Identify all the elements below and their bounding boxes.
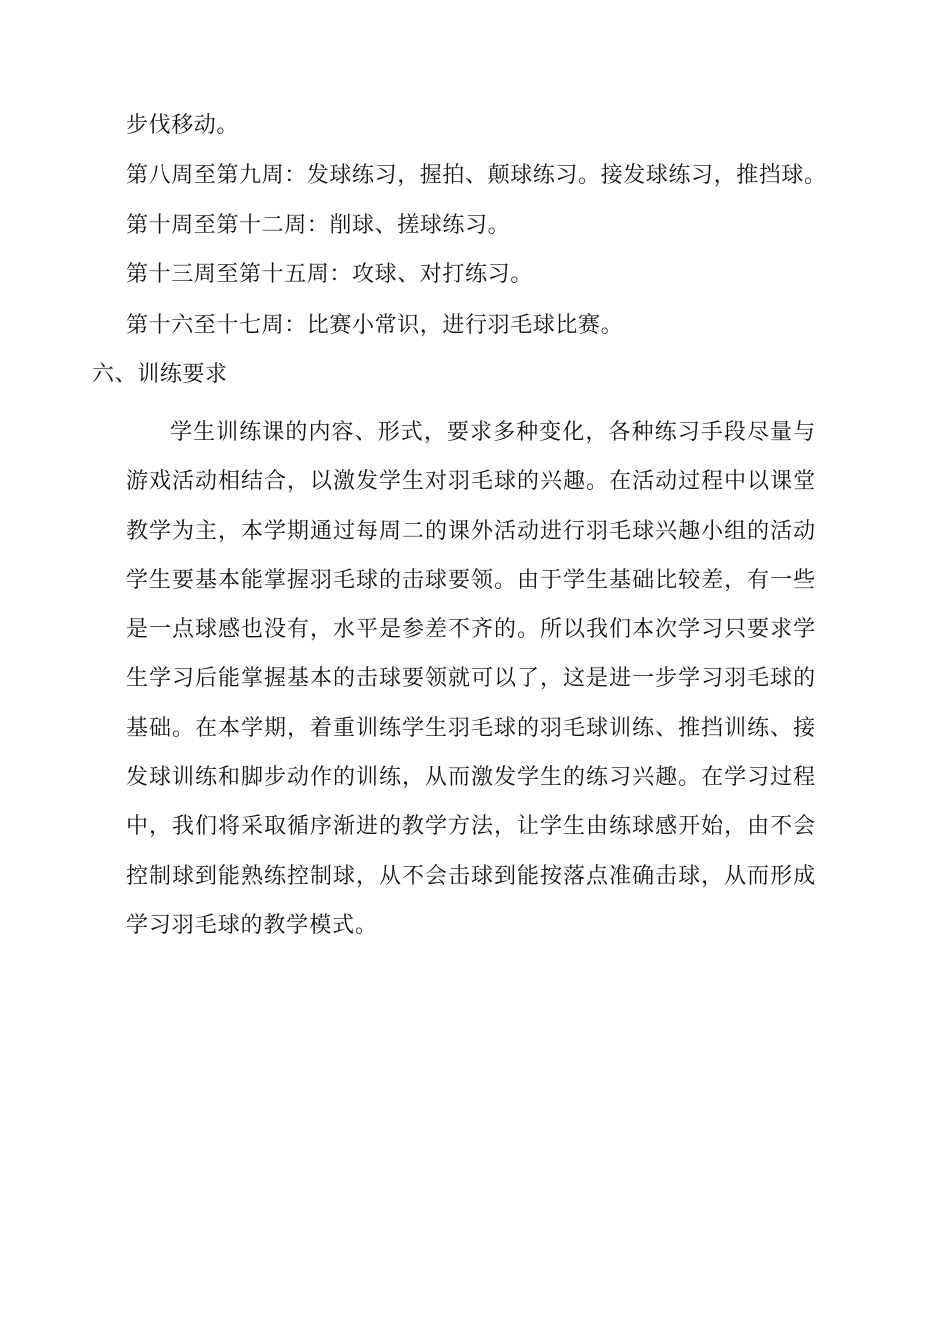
schedule-line-week-8-9: 第八周至第九周：发球练习，握拍、颠球练习。接发球练习，推挡球。	[126, 163, 827, 188]
schedule-line-continuation: 步伐移动。	[126, 113, 240, 138]
section-body-paragraph: 学生训练课的内容、形式，要求多种变化，各种练习手段尽量与游戏活动相结合，以激发学生对羽毛球的兴趣。在活动过程中以课堂教学为主，本学期通过每周二的课外活动进行羽毛球兴趣小组的活动学生要基本能掌握羽毛球的击球要领。由于学生基础比较差，有一些是一点球感也没有，水平是参差不齐的。所以我们本次学习只要求学生学习后能掌握基本的击球要领就可以了，这是进一步学习羽毛球的基础。在本学期，着重训练学生羽毛球的羽毛球训练、推挡训练、接发球训练和脚步动作的训练，从而激发学生的练习兴趣。在学习过程中，我们将采取循序渐进的教学方法，让学生由练球感开始，由不会控制球到能熟练控制球，从不会击球到能按落点准确击球，从而形成学习羽毛球的教学模式。	[126, 420, 816, 938]
section-heading: 六、训练要求	[92, 362, 228, 387]
schedule-line-week-13-15: 第十三周至第十五周：攻球、对打练习。	[126, 262, 533, 287]
schedule-line-week-16-17: 第十六至十七周：比赛小常识，进行羽毛球比赛。	[126, 313, 624, 338]
schedule-line-week-10-12: 第十周至第十二周：削球、搓球练习。	[126, 213, 511, 238]
